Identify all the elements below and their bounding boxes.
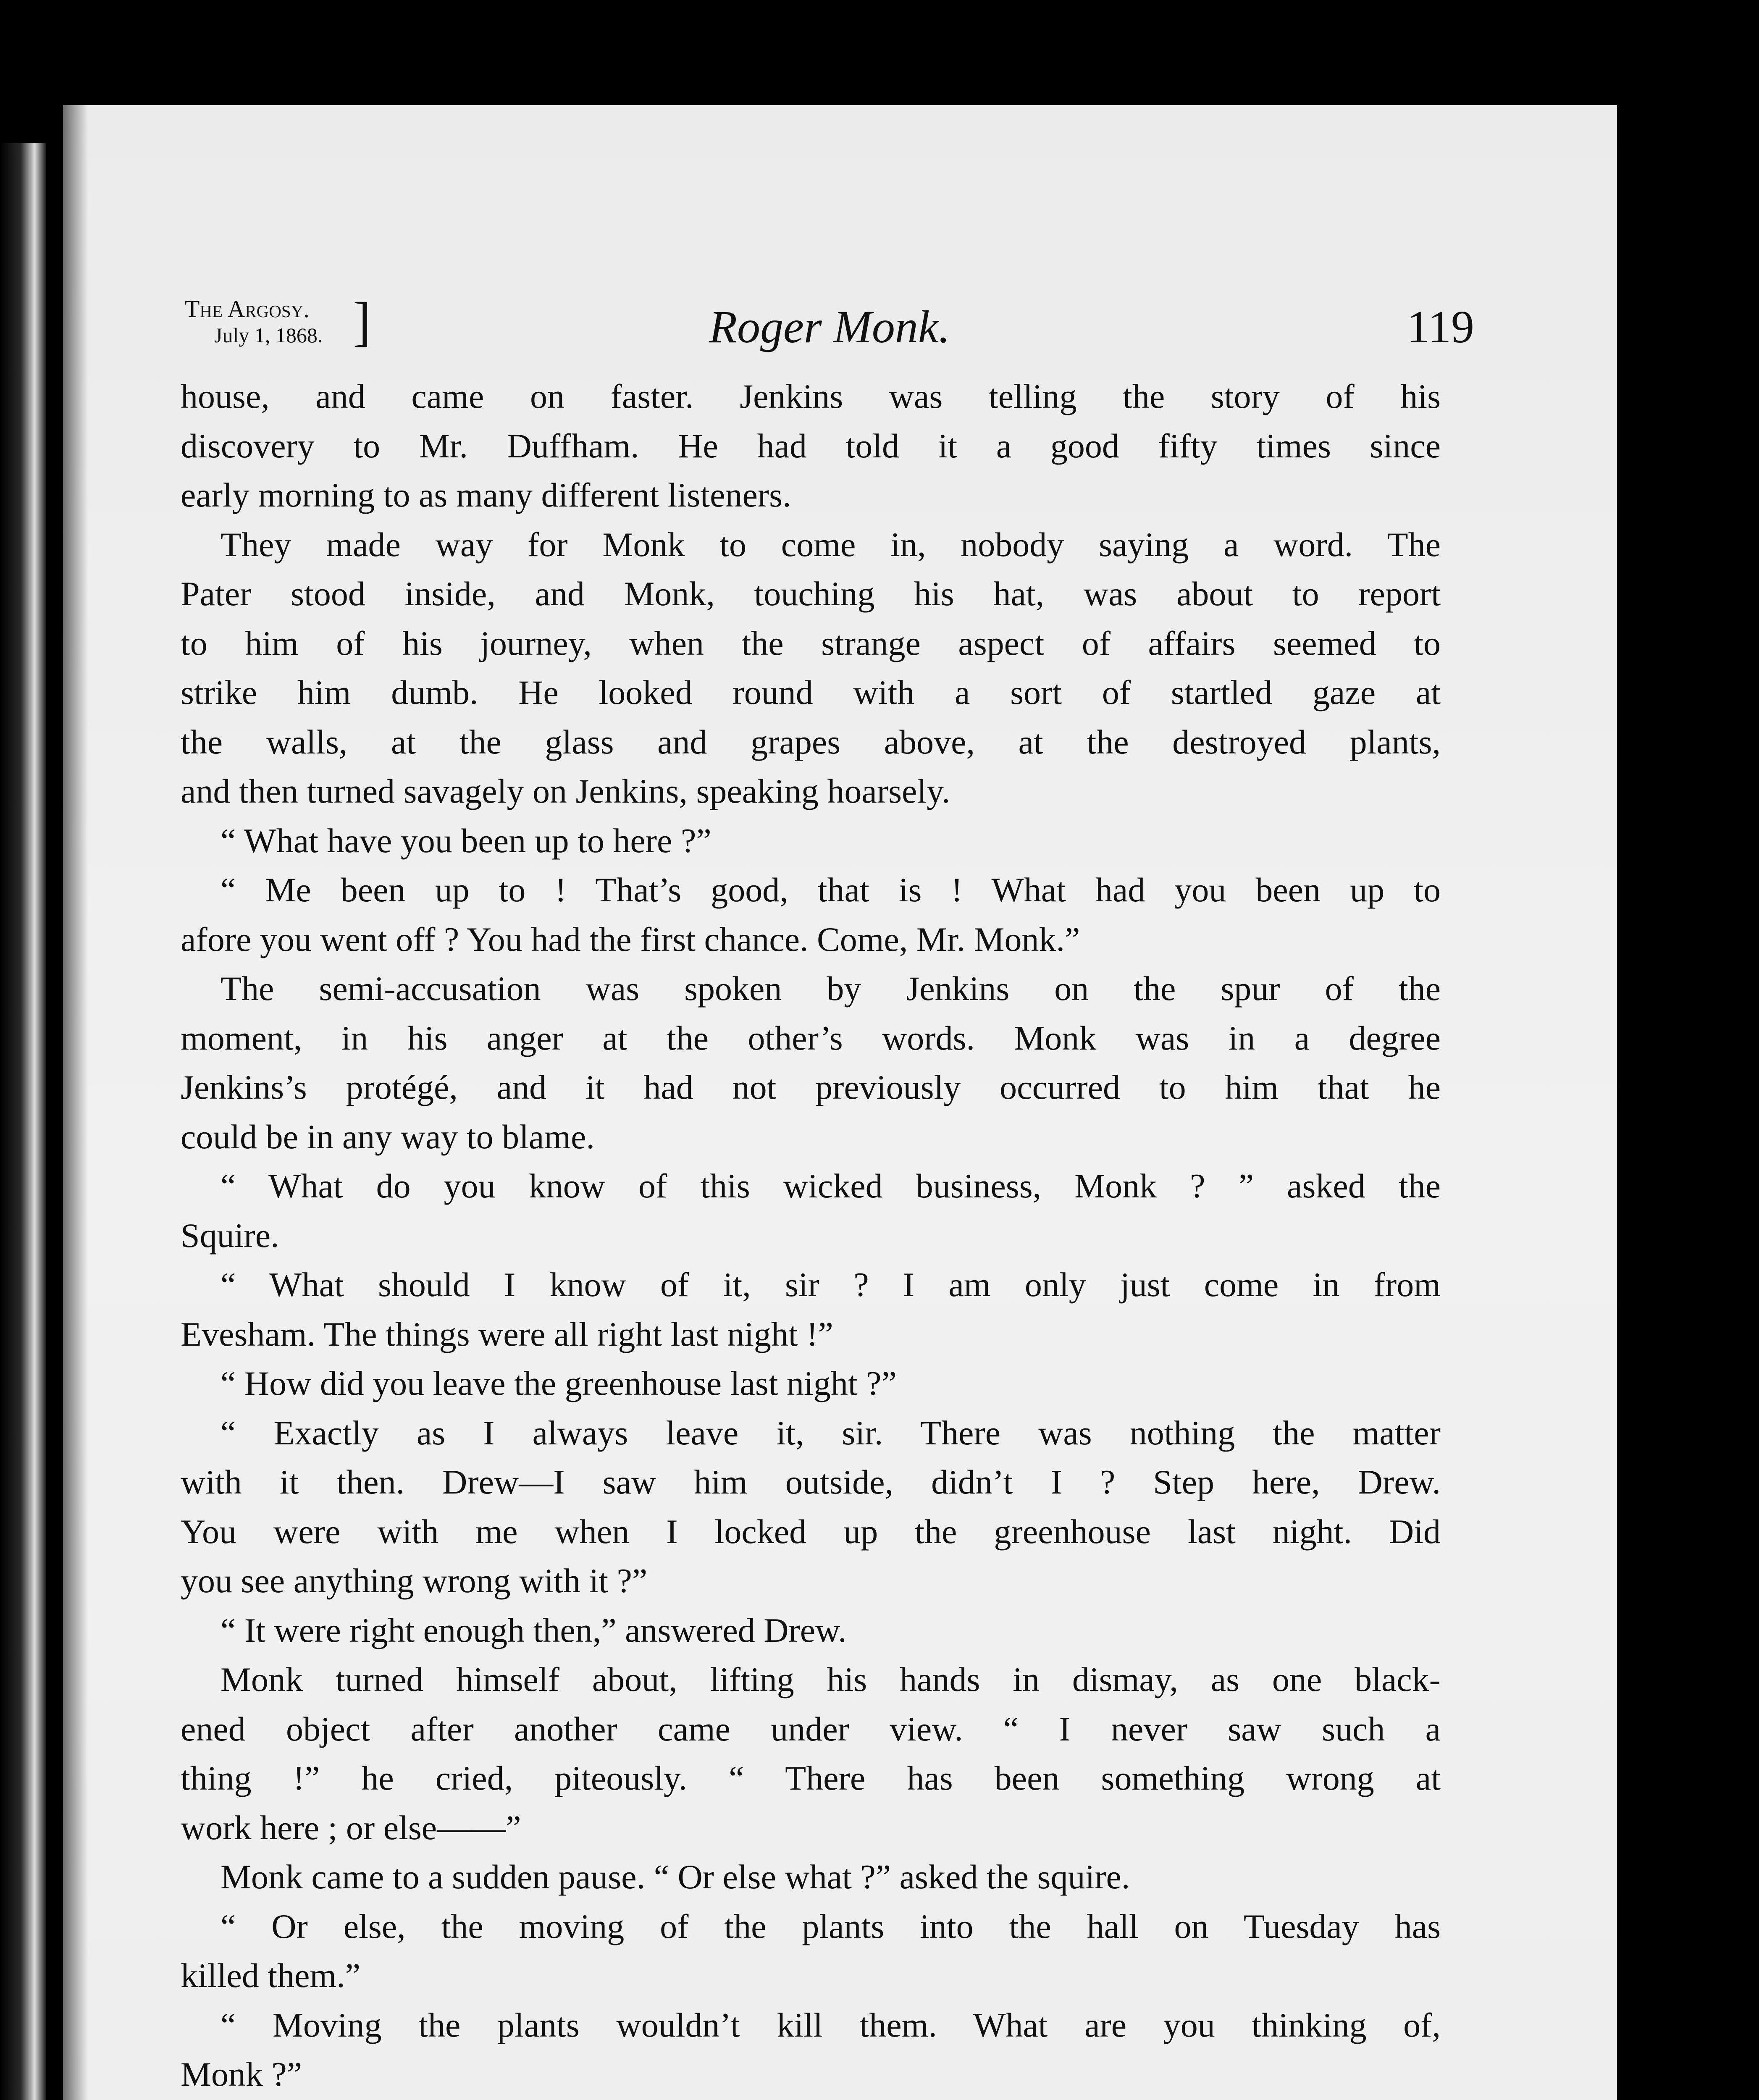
text-line: house, and came on faster. Jenkins was telling the story of his — [181, 377, 1441, 415]
running-header — [185, 291, 1474, 380]
text-line: and then turned savagely on Jenkins, speaking hoarsely. — [181, 772, 950, 810]
text-line: “ It were right enough then,” answered Drew. — [221, 1611, 847, 1649]
text-line: “ Me been up to ! That’s good, that is ! What had you been up to — [221, 871, 1441, 909]
page-number: 119 — [1407, 301, 1474, 352]
text-line: ened object after another came under view. “ I never saw such a — [181, 1709, 1441, 1748]
text-line: you see anything wrong with it ?” — [181, 1562, 648, 1600]
publication-date: July 1, 1868. — [214, 323, 323, 347]
text-line: “ Exactly as I always leave it, sir. There was nothing the matter — [221, 1413, 1441, 1452]
running-title: Roger Monk. — [709, 301, 950, 352]
body-text — [181, 372, 1441, 2100]
text-line: discovery to Mr. Duffham. He had told it a good fifty times since — [181, 426, 1441, 465]
text-line: “ Or else, the moving of the plants into the hall on Tuesday has — [221, 1907, 1441, 1945]
text-line: Evesham. The things were all right last night !” — [181, 1315, 833, 1353]
text-line: “ Moving the plants wouldn’t kill them. What are you thinking of, — [221, 2006, 1441, 2044]
text-line: early morning to as many different listeners. — [181, 476, 791, 514]
text-line: “ What should I know of it, sir ? I am only just come in from — [221, 1265, 1441, 1304]
text-line: Monk turned himself about, lifting his hands in dismay, as one black- — [221, 1660, 1441, 1698]
text-line: moment, in his anger at the other’s words. Monk was in a degree — [181, 1018, 1441, 1057]
text-line: You were with me when I locked up the greenhouse last night. Did — [181, 1512, 1441, 1551]
text-line: could be in any way to blame. — [181, 1117, 595, 1156]
text-line: the walls, at the glass and grapes above, at the destroyed plants, — [181, 722, 1441, 761]
text-line: thing !” he cried, piteously. “ There has been something wrong at — [181, 1759, 1441, 1797]
text-line: Pater stood inside, and Monk, touching his hat, was about to report — [181, 575, 1441, 613]
text-line: with it then. Drew—I saw him outside, didn’t I ? Step here, Drew. — [181, 1463, 1441, 1501]
text-line: The semi-accusation was spoken by Jenkins on the spur of the — [221, 969, 1441, 1008]
text-line: Jenkins’s protégé, and it had not previously occurred to him that he — [181, 1068, 1441, 1106]
text-line: “ What have you been up to here ?” — [221, 821, 711, 860]
publication-name: The Argosy. — [185, 295, 310, 323]
text-line: “ How did you leave the greenhouse last night ?” — [221, 1364, 897, 1402]
book-spine-edge — [0, 143, 46, 2100]
text-line: to him of his journey, when the strange aspect of affairs seemed to — [181, 624, 1441, 662]
text-line: Monk ?” — [181, 2055, 302, 2093]
header-bracket-glyph: ] — [353, 291, 371, 352]
text-line: work here ; or else——” — [181, 1808, 521, 1847]
page-gutter-shadow — [63, 105, 88, 2100]
text-line: Monk came to a sudden pause. “ Or else what ?” asked the squire. — [221, 1858, 1130, 1896]
text-line: strike him dumb. He looked round with a sort of startled gaze at — [181, 673, 1441, 711]
text-line: “ What do you know of this wicked business, Monk ? ” asked the — [221, 1167, 1441, 1205]
text-line: They made way for Monk to come in, nobody saying a word. The — [221, 525, 1441, 564]
text-line: afore you went off ? You had the first chance. Come, Mr. Monk.” — [181, 920, 1080, 958]
text-line: Squire. — [181, 1216, 279, 1255]
text-line: killed them.” — [181, 1956, 361, 1995]
